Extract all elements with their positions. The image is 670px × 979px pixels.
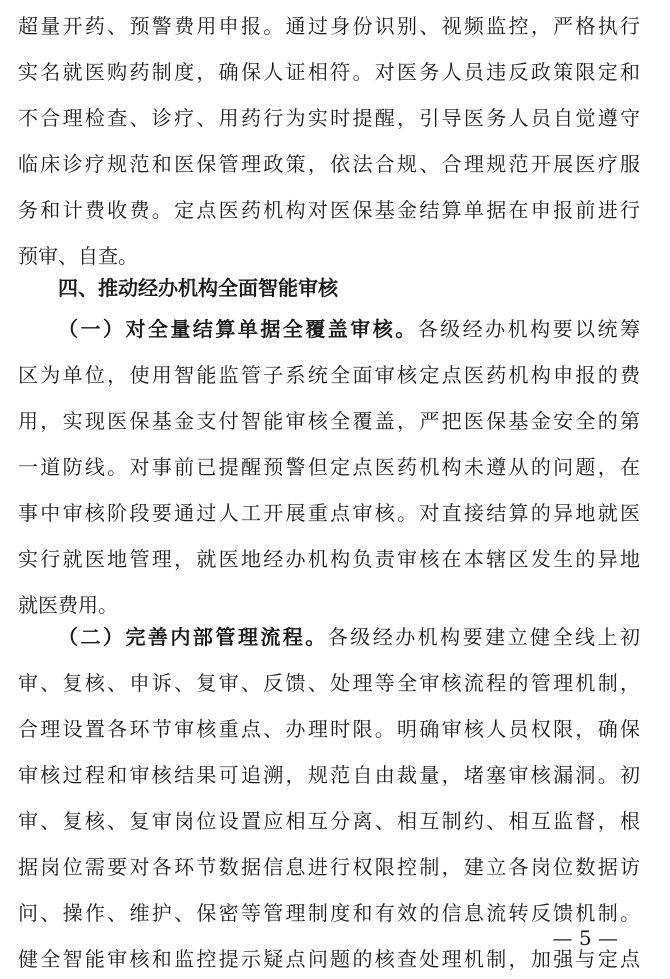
subsection-2-title: （二）完善内部管理流程。	[58, 625, 328, 649]
subsection-1-first-line	[58, 309, 640, 349]
subsection-2-line-5: 审、复核、复审岗位设置应相互分离、相互制约、相互监督，根	[18, 809, 640, 833]
subsection-1-line-7: 就医费用。	[18, 593, 118, 617]
paragraph-1-line-1: 超量开药、预警费用申报。通过身份识别、视频监控，严格执行	[18, 14, 640, 38]
subsection-2-first-line	[58, 617, 640, 657]
section-4-heading: 四、推动经办机构全面智能审核	[58, 276, 338, 300]
subsection-1-line-6: 实行就医地管理，就医地经办机构负责审核在本辖区发生的异地	[18, 547, 640, 571]
paragraph-1-line-3: 不合理检查、诊疗、用药行为实时提醒，引导医务人员自觉遵守	[18, 106, 640, 130]
subsection-1-line-3: 用，实现医保基金支付智能审核全覆盖，严把医保基金安全的第	[18, 409, 640, 433]
subsection-1-line-5: 事中审核阶段要通过人工开展重点审核。对直接结算的异地就医	[18, 501, 640, 525]
subsection-1-line-4: 一道防线。对事前已提醒预警但定点医药机构未遵从的问题，在	[18, 455, 640, 479]
subsection-2-line-6: 据岗位需要对各环节数据信息进行权限控制，建立各岗位数据访	[18, 855, 640, 879]
subsection-1-title: （一）对全量结算单据全覆盖审核。	[58, 317, 418, 341]
subsection-1-line-2: 区为单位，使用智能监管子系统全面审核定点医药机构申报的费	[18, 363, 640, 387]
paragraph-1-line-4: 临床诊疗规范和医保管理政策，依法合规、合理规范开展医疗服	[18, 152, 640, 176]
subsection-1-first-line-text: 各级经办机构要以统筹	[417, 317, 640, 341]
subsection-2-line-2: 审、复核、申诉、复审、反馈、处理等全审核流程的管理机制，	[18, 671, 640, 695]
page-number: — 5 —	[552, 926, 618, 950]
paragraph-1-line-6: 预审、自查。	[18, 244, 138, 268]
subsection-2-line-4: 审核过程和审核结果可追溯，规范自由裁量，堵塞审核漏洞。初	[18, 763, 640, 787]
paragraph-1-line-2: 实名就医购药制度，确保人证相符。对医务人员违反政策限定和	[18, 60, 640, 84]
subsection-2-first-line-text: 各级经办机构要建立健全线上初	[327, 625, 640, 649]
subsection-2-line-3: 合理设置各环节审核重点、办理时限。明确审核人员权限，确保	[18, 717, 640, 741]
paragraph-1-line-5: 务和计费收费。定点医药机构对医保基金结算单据在申报前进行	[18, 198, 640, 222]
subsection-2-line-8: 健全智能审核和监控提示疑点问题的核查处理机制，加强与定点	[18, 947, 640, 971]
subsection-2-line-7: 问、操作、维护、保密等管理制度和有效的信息流转反馈机制。	[18, 901, 640, 925]
